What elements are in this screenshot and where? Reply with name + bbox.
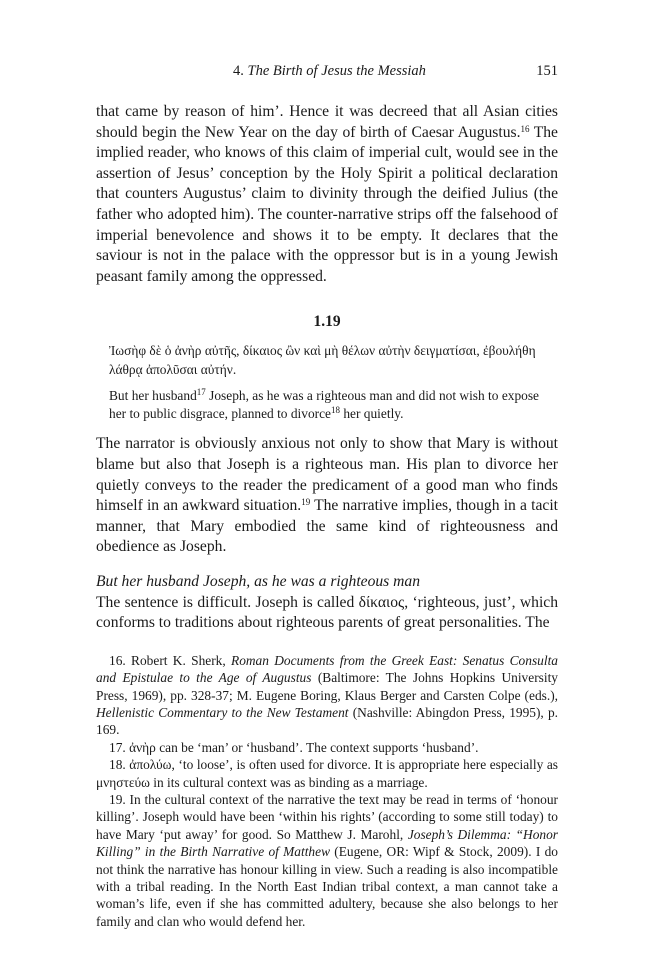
section-subheading: But her husband Joseph, as he was a righteous man: [96, 572, 420, 590]
footnote-ref-16[interactable]: 16: [520, 123, 530, 134]
book-page: [96, 58, 558, 930]
footnotes: [96, 652, 558, 931]
footnote-ref-19[interactable]: 19: [301, 497, 311, 508]
footnote-16: 16. Robert K. Sherk, Roman Documents from the Greek East: Senatus Consulta and Epistulae to the Age of Augustus (Baltimore: The Johns Hopkins University Press, 1969), pp. 328-37; M. Eugene Boring, Klaus Berger and Carsten Colpe (eds.), Hellenistic Commentary to the New Testament (Nashville: Abingdon Press, 1995), p. 169.: [96, 652, 559, 738]
footnote-18: 18. ἀπολύω, ‘to loose’, is often used for divorce. It is appropriate here especially as μνηστεύω in its cultural context was as binding as a marriage.: [96, 757, 558, 790]
paragraph-imperial-cult: that came by reason of him’. Hence it was decreed that all Asian cities should begin the New Year on the day of birth of Caesar Augustus.$^{16}$ The implied reader, who knows of this claim of imperial cult, would see in the assertion of Jesus’ conception by the Holy Spirit a political declaration that counters Augustus’ claim to divinity through the deified Julius (the father who adopted him). The counter-narrative strips off the falsehood of imperial benevolence and shows it to be empty. It declares that the saviour is not in the palace with the oppressor but is in a young Jewish peasant family among the oppressed.: [96, 103, 558, 285]
chapter-title: The Birth of Jesus the Messiah: [247, 63, 426, 79]
verse-heading: 1.19: [313, 313, 341, 331]
footnote-17: 17. ἀνὴρ can be ‘man’ or ‘husband’. The context supports ‘husband’.: [109, 739, 479, 755]
page-number: 151: [536, 63, 558, 79]
footnote-19: 19. In the cultural context of the narrative the text may be read in terms of ‘honour killing’. Joseph would have been ‘within his rights’ (according to some still today) to have Mary ‘put away’ for good. So Matthew J. Marohl, Joseph’s Dilemma: “Honor Killing” in the Birth Narrative of Matthew (Eugene, OR: Wipf & Stock, 2009). I do not think the narrative has honour killing in view. Such a reading is also incompatible with a tribal reading. In the North East Indian tribal context, a man cannot take a woman’s life, even if she has committed adultery, because she also belongs to her family and clan who would defend her.: [96, 791, 558, 929]
greek-verse-text: Ἰωσὴφ δὲ ὁ ἀνὴρ αὐτῆς, δίκαιος ὢν καὶ μὴ θέλων αὐτὴν δειγματίσαι, ἐβουλήθη λάθρᾳ ἀπολῦσαι αὐτήν.: [109, 343, 536, 378]
footnote-ref-18[interactable]: 18: [331, 404, 340, 415]
verse-translation: But her husband$^{17}$ Joseph, as he was a righteous man and did not wish to expose her to public disgrace, planned to divorce$^{18}$ her quietly.: [109, 387, 540, 421]
footnote-ref-17[interactable]: 17: [196, 387, 206, 398]
paragraph-righteous-joseph: The narrator is obviously anxious not only to show that Mary is without blame but also that Joseph is a righteous man. His plan to divorce her quietly conveys to the reader the predicament of a good man who finds himself in an awkward situation.$^{19}$ The narrative implies, though in a tacit manner, that Mary embodied the same kind of righteousness and obedience as Joseph.: [96, 435, 558, 556]
running-title: 4. The Birth of Jesus the Messiah: [233, 63, 426, 79]
paragraph-sentence-difficult: The sentence is difficult. Joseph is called δίκαιος, ‘righteous, just’, which conforms to traditions about righteous parents of great personalities. The: [96, 593, 558, 632]
running-header: [96, 58, 558, 86]
